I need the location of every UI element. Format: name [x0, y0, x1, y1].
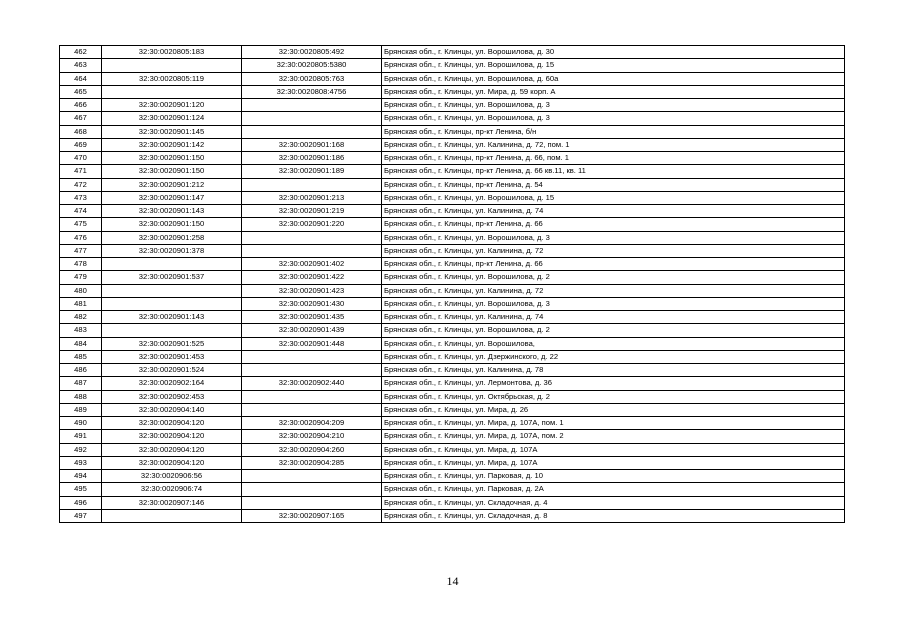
row-number-cell: 470 — [60, 152, 102, 165]
address-cell: Брянская обл., г. Клинцы, пр-кт Ленина, д. 66 кв.11, кв. 11 — [382, 165, 845, 178]
object-cadastral-number-cell: 32:30:0020805:492 — [242, 46, 382, 59]
address-cell: Брянская обл., г. Клинцы, ул. Ворошилова, — [382, 337, 845, 350]
cadastral-number-cell: 32:30:0020901:143 — [102, 205, 242, 218]
cadastral-number-cell: 32:30:0020901:212 — [102, 178, 242, 191]
row-number-cell: 475 — [60, 218, 102, 231]
row-number-cell: 469 — [60, 138, 102, 151]
address-cell: Брянская обл., г. Клинцы, ул. Ворошилова, д. 15 — [382, 191, 845, 204]
row-number-cell: 485 — [60, 350, 102, 363]
table-row — [60, 377, 845, 390]
object-cadastral-number-cell — [242, 231, 382, 244]
cadastral-number-cell: 32:30:0020901:524 — [102, 364, 242, 377]
table-row — [60, 258, 845, 271]
row-number-cell: 490 — [60, 417, 102, 430]
object-cadastral-number-cell — [242, 470, 382, 483]
cadastral-number-cell — [102, 258, 242, 271]
cadastral-number-cell: 32:30:0020904:120 — [102, 443, 242, 456]
object-cadastral-number-cell: 32:30:0020902:440 — [242, 377, 382, 390]
object-cadastral-number-cell: 32:30:0020901:430 — [242, 297, 382, 310]
cadastral-number-cell: 32:30:0020901:258 — [102, 231, 242, 244]
table-row — [60, 350, 845, 363]
object-cadastral-number-cell: 32:30:0020901:439 — [242, 324, 382, 337]
table-row — [60, 138, 845, 151]
address-cell: Брянская обл., г. Клинцы, ул. Октябрьская, д. 2 — [382, 390, 845, 403]
object-cadastral-number-cell: 32:30:0020901:186 — [242, 152, 382, 165]
cadastral-number-cell: 32:30:0020907:146 — [102, 496, 242, 509]
cadastral-number-cell — [102, 85, 242, 98]
row-number-cell: 464 — [60, 72, 102, 85]
row-number-cell: 471 — [60, 165, 102, 178]
object-cadastral-number-cell: 32:30:0020904:209 — [242, 417, 382, 430]
address-cell: Брянская обл., г. Клинцы, ул. Калинина, д. 74 — [382, 311, 845, 324]
address-cell: Брянская обл., г. Клинцы, ул. Парковая, д. 10 — [382, 470, 845, 483]
cadastral-number-cell: 32:30:0020901:453 — [102, 350, 242, 363]
table-row — [60, 297, 845, 310]
page-number: 14 — [446, 574, 459, 588]
cadastral-number-cell: 32:30:0020901:147 — [102, 191, 242, 204]
row-number-cell: 493 — [60, 456, 102, 469]
object-cadastral-number-cell — [242, 350, 382, 363]
cadastral-number-cell: 32:30:0020901:145 — [102, 125, 242, 138]
table-row — [60, 59, 845, 72]
cadastral-number-cell — [102, 324, 242, 337]
address-cell: Брянская обл., г. Клинцы, ул. Парковая, д. 2А — [382, 483, 845, 496]
row-number-cell: 463 — [60, 59, 102, 72]
cadastral-number-cell — [102, 284, 242, 297]
address-cell: Брянская обл., г. Клинцы, ул. Ворошилова, д. 15 — [382, 59, 845, 72]
table-row — [60, 509, 845, 522]
row-number-cell: 474 — [60, 205, 102, 218]
cadastral-number-cell: 32:30:0020901:142 — [102, 138, 242, 151]
cadastral-number-cell: 32:30:0020901:150 — [102, 218, 242, 231]
table-row — [60, 99, 845, 112]
row-number-cell: 476 — [60, 231, 102, 244]
object-cadastral-number-cell — [242, 483, 382, 496]
row-number-cell: 481 — [60, 297, 102, 310]
address-cell: Брянская обл., г. Клинцы, ул. Мира, д. 107А — [382, 443, 845, 456]
row-number-cell: 465 — [60, 85, 102, 98]
address-cell: Брянская обл., г. Клинцы, ул. Калинина, д. 74 — [382, 205, 845, 218]
table-row — [60, 231, 845, 244]
cadastral-number-cell: 32:30:0020902:164 — [102, 377, 242, 390]
row-number-cell: 468 — [60, 125, 102, 138]
cadastral-number-cell: 32:30:0020805:119 — [102, 72, 242, 85]
address-cell: Брянская обл., г. Клинцы, ул. Лермонтова, д. 36 — [382, 377, 845, 390]
address-cell: Брянская обл., г. Клинцы, ул. Ворошилова, д. 3 — [382, 297, 845, 310]
address-cell: Брянская обл., г. Клинцы, ул. Мира, д. 59 корп. А — [382, 85, 845, 98]
address-cell: Брянская обл., г. Клинцы, ул. Калинина, д. 72 — [382, 244, 845, 257]
table-row — [60, 218, 845, 231]
table-row — [60, 403, 845, 416]
address-cell: Брянская обл., г. Клинцы, ул. Калинина, д. 72, пом. 1 — [382, 138, 845, 151]
object-cadastral-number-cell: 32:30:0020901:219 — [242, 205, 382, 218]
object-cadastral-number-cell: 32:30:0020901:213 — [242, 191, 382, 204]
cadastral-number-cell: 32:30:0020901:143 — [102, 311, 242, 324]
row-number-cell: 491 — [60, 430, 102, 443]
object-cadastral-number-cell: 32:30:0020901:448 — [242, 337, 382, 350]
row-number-cell: 496 — [60, 496, 102, 509]
address-cell: Брянская обл., г. Клинцы, пр-кт Ленина, д. 66 — [382, 258, 845, 271]
address-cell: Брянская обл., г. Клинцы, ул. Калинина, д. 72 — [382, 284, 845, 297]
cadastral-number-cell: 32:30:0020901:525 — [102, 337, 242, 350]
cadastral-number-cell: 32:30:0020805:183 — [102, 46, 242, 59]
row-number-cell: 477 — [60, 244, 102, 257]
table-row — [60, 483, 845, 496]
object-cadastral-number-cell: 32:30:0020805:763 — [242, 72, 382, 85]
address-cell: Брянская обл., г. Клинцы, ул. Калинина, д. 78 — [382, 364, 845, 377]
table-row — [60, 205, 845, 218]
table-row — [60, 364, 845, 377]
cadastral-number-cell: 32:30:0020901:537 — [102, 271, 242, 284]
table-row — [60, 470, 845, 483]
object-cadastral-number-cell: 32:30:0020901:422 — [242, 271, 382, 284]
row-number-cell: 478 — [60, 258, 102, 271]
row-number-cell: 482 — [60, 311, 102, 324]
object-cadastral-number-cell: 32:30:0020805:5380 — [242, 59, 382, 72]
cadastral-number-cell: 32:30:0020904:140 — [102, 403, 242, 416]
object-cadastral-number-cell — [242, 178, 382, 191]
cadastral-number-cell: 32:30:0020906:74 — [102, 483, 242, 496]
address-cell: Брянская обл., г. Клинцы, ул. Ворошилова, д. 3 — [382, 99, 845, 112]
object-cadastral-number-cell: 32:30:0020907:165 — [242, 509, 382, 522]
address-cell: Брянская обл., г. Клинцы, ул. Ворошилова, д. 2 — [382, 271, 845, 284]
object-cadastral-number-cell — [242, 390, 382, 403]
cadastral-number-cell: 32:30:0020904:120 — [102, 417, 242, 430]
row-number-cell: 472 — [60, 178, 102, 191]
row-number-cell: 484 — [60, 337, 102, 350]
table-row — [60, 178, 845, 191]
table-row — [60, 430, 845, 443]
table-row — [60, 284, 845, 297]
address-cell: Брянская обл., г. Клинцы, ул. Складочная, д. 8 — [382, 509, 845, 522]
address-cell: Брянская обл., г. Клинцы, пр-кт Ленина, б/н — [382, 125, 845, 138]
row-number-cell: 473 — [60, 191, 102, 204]
object-cadastral-number-cell: 32:30:0020904:210 — [242, 430, 382, 443]
row-number-cell: 462 — [60, 46, 102, 59]
table-row — [60, 152, 845, 165]
table-row — [60, 271, 845, 284]
object-cadastral-number-cell: 32:30:0020901:402 — [242, 258, 382, 271]
object-cadastral-number-cell — [242, 496, 382, 509]
row-number-cell: 495 — [60, 483, 102, 496]
object-cadastral-number-cell — [242, 112, 382, 125]
table-row — [60, 72, 845, 85]
object-cadastral-number-cell: 32:30:0020808:4756 — [242, 85, 382, 98]
object-cadastral-number-cell — [242, 244, 382, 257]
row-number-cell: 466 — [60, 99, 102, 112]
table-row — [60, 324, 845, 337]
table-row — [60, 46, 845, 59]
cadastral-number-cell: 32:30:0020901:124 — [102, 112, 242, 125]
row-number-cell: 492 — [60, 443, 102, 456]
object-cadastral-number-cell: 32:30:0020901:168 — [242, 138, 382, 151]
table-row — [60, 85, 845, 98]
address-cell: Брянская обл., г. Клинцы, ул. Дзержинского, д. 22 — [382, 350, 845, 363]
cadastral-number-cell — [102, 59, 242, 72]
table-row — [60, 191, 845, 204]
row-number-cell: 497 — [60, 509, 102, 522]
cadastral-number-cell: 32:30:0020901:150 — [102, 165, 242, 178]
address-cell: Брянская обл., г. Клинцы, ул. Ворошилова, д. 60а — [382, 72, 845, 85]
table-row — [60, 456, 845, 469]
object-cadastral-number-cell — [242, 125, 382, 138]
object-cadastral-number-cell: 32:30:0020904:285 — [242, 456, 382, 469]
table-row — [60, 125, 845, 138]
address-cell: Брянская обл., г. Клинцы, ул. Ворошилова, д. 3 — [382, 231, 845, 244]
address-cell: Брянская обл., г. Клинцы, ул. Мира, д. 107А — [382, 456, 845, 469]
cadastral-number-cell: 32:30:0020901:120 — [102, 99, 242, 112]
cadastral-number-cell: 32:30:0020904:120 — [102, 430, 242, 443]
row-number-cell: 487 — [60, 377, 102, 390]
cadastral-number-cell: 32:30:0020901:378 — [102, 244, 242, 257]
object-cadastral-number-cell — [242, 99, 382, 112]
table-row — [60, 165, 845, 178]
table-row — [60, 112, 845, 125]
row-number-cell: 489 — [60, 403, 102, 416]
cadastral-number-cell: 32:30:0020904:120 — [102, 456, 242, 469]
address-cell: Брянская обл., г. Клинцы, ул. Мира, д. 107А, пом. 2 — [382, 430, 845, 443]
table-row — [60, 311, 845, 324]
address-cell: Брянская обл., г. Клинцы, ул. Ворошилова, д. 2 — [382, 324, 845, 337]
table-row — [60, 443, 845, 456]
address-cell: Брянская обл., г. Клинцы, ул. Ворошилова, д. 30 — [382, 46, 845, 59]
table-row — [60, 337, 845, 350]
registry-table-body — [60, 46, 845, 523]
cadastral-number-cell — [102, 509, 242, 522]
table-row — [60, 244, 845, 257]
object-cadastral-number-cell — [242, 364, 382, 377]
table-row — [60, 417, 845, 430]
address-cell: Брянская обл., г. Клинцы, ул. Мира, д. 107А, пом. 1 — [382, 417, 845, 430]
row-number-cell: 483 — [60, 324, 102, 337]
row-number-cell: 494 — [60, 470, 102, 483]
cadastral-number-cell: 32:30:0020902:453 — [102, 390, 242, 403]
row-number-cell: 480 — [60, 284, 102, 297]
row-number-cell: 486 — [60, 364, 102, 377]
address-cell: Брянская обл., г. Клинцы, пр-кт Ленина, д. 66, пом. 1 — [382, 152, 845, 165]
cadastral-number-cell — [102, 297, 242, 310]
table-row — [60, 390, 845, 403]
address-cell: Брянская обл., г. Клинцы, пр-кт Ленина, д. 66 — [382, 218, 845, 231]
address-cell: Брянская обл., г. Клинцы, пр-кт Ленина, д. 54 — [382, 178, 845, 191]
cadastral-number-cell: 32:30:0020901:150 — [102, 152, 242, 165]
table-row — [60, 496, 845, 509]
row-number-cell: 479 — [60, 271, 102, 284]
object-cadastral-number-cell: 32:30:0020904:260 — [242, 443, 382, 456]
registry-table — [59, 45, 845, 523]
row-number-cell: 467 — [60, 112, 102, 125]
object-cadastral-number-cell: 32:30:0020901:423 — [242, 284, 382, 297]
object-cadastral-number-cell: 32:30:0020901:220 — [242, 218, 382, 231]
address-cell: Брянская обл., г. Клинцы, ул. Складочная, д. 4 — [382, 496, 845, 509]
object-cadastral-number-cell — [242, 403, 382, 416]
address-cell: Брянская обл., г. Клинцы, ул. Ворошилова, д. 3 — [382, 112, 845, 125]
row-number-cell: 488 — [60, 390, 102, 403]
object-cadastral-number-cell: 32:30:0020901:189 — [242, 165, 382, 178]
address-cell: Брянская обл., г. Клинцы, ул. Мира, д. 26 — [382, 403, 845, 416]
object-cadastral-number-cell: 32:30:0020901:435 — [242, 311, 382, 324]
cadastral-number-cell: 32:30:0020906:56 — [102, 470, 242, 483]
